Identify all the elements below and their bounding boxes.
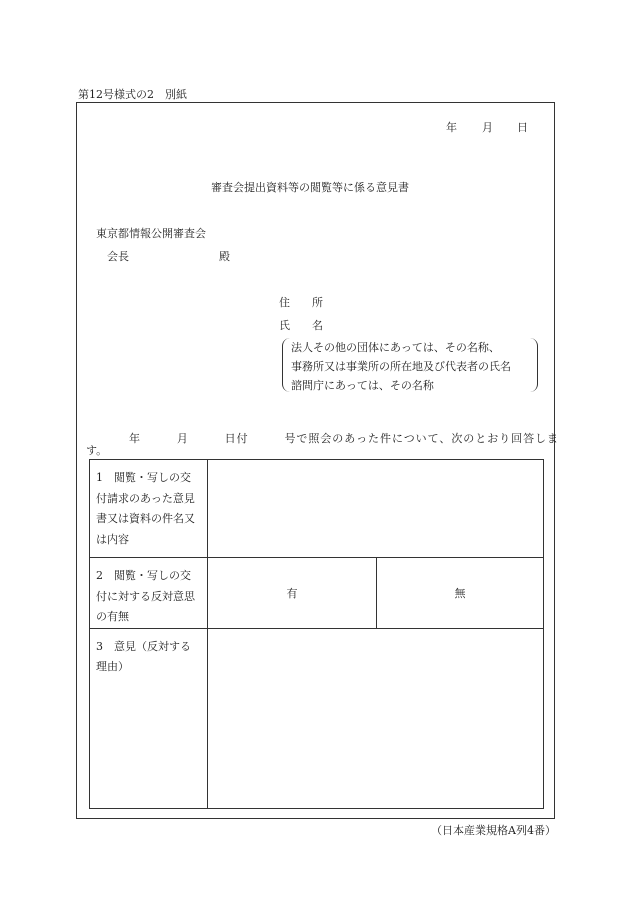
- row3-label-cell: [90, 628, 208, 808]
- row2-label: 2 閲覧・写しの交付に対する反対意思の有無: [96, 569, 195, 623]
- body-text-line1: 年 月 日付 号で照会のあった件について、次のとおり回答しま: [129, 432, 558, 445]
- response-table: [89, 459, 544, 809]
- date-year: 年: [446, 121, 457, 134]
- document-title: 審査会提出資料等の閲覧等に係る意見書: [211, 181, 409, 194]
- date-day: 日: [517, 121, 528, 134]
- name-label: 氏 名: [279, 319, 323, 332]
- row1-value-cell[interactable]: [208, 460, 544, 558]
- objection-yes: 有: [286, 586, 298, 600]
- row2-label-cell: [90, 558, 208, 629]
- row1-label: 1 閲覧・写しの交付請求のあった意見書又は資料の件名又は内容: [96, 471, 195, 546]
- objection-no-cell[interactable]: [377, 558, 544, 629]
- addressee-organization: 東京都情報公開審査会: [96, 227, 206, 240]
- body-text-line2: す。: [86, 444, 108, 457]
- addressee-position: 会長: [107, 250, 129, 263]
- date-month: 月: [482, 121, 493, 134]
- row1-label-cell: [90, 460, 208, 558]
- note-line: 諮問庁にあっては、その名称: [291, 379, 434, 392]
- objection-no: 無: [454, 586, 466, 600]
- form-number: 第12号様式の2 別紙: [78, 88, 187, 101]
- objection-yes-cell[interactable]: [208, 558, 377, 629]
- row3-label: 3 意見（反対する理由）: [96, 639, 191, 673]
- row3-value-cell[interactable]: [208, 628, 544, 808]
- address-label: 住 所: [279, 296, 323, 309]
- addressee-honorific: 殿: [219, 250, 230, 263]
- note-line: 事務所又は事業所の所在地及び代表者の氏名: [291, 360, 511, 373]
- footer-note: （日本産業規格A列4番）: [431, 824, 556, 837]
- note-line: 法人その他の団体にあっては、その名称、: [291, 341, 500, 354]
